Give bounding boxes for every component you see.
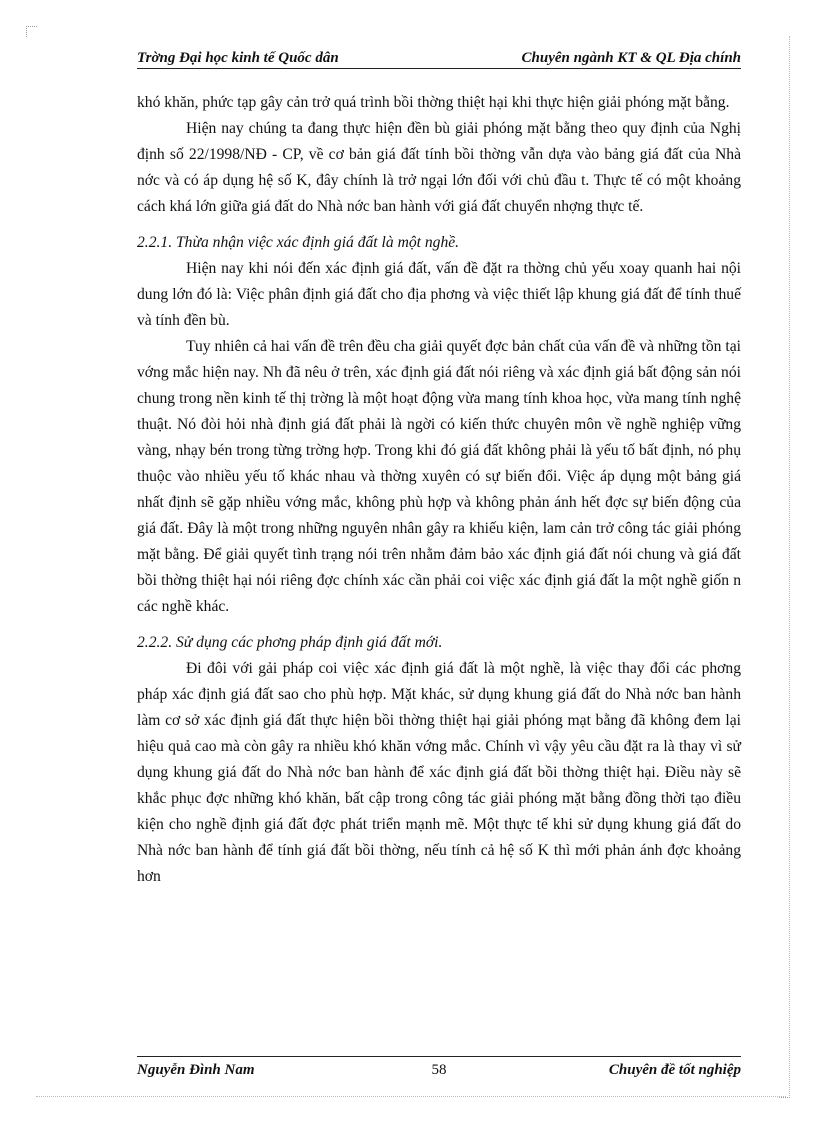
paragraph: Hiện nay khi nói đến xác định giá đất, vấn đề đặt ra thờng chủ yếu xoay quanh hai nội dung lớn đó là: Việc phân định giá đất cho địa phơng và việc thiết lập khung giá đất để tính thuế và tính đền bù. — [137, 260, 741, 329]
crop-mark — [26, 26, 37, 37]
page-border — [36, 1096, 786, 1097]
header-major: Chuyên ngành KT & QL Địa chính — [521, 50, 741, 66]
document-body — [137, 90, 741, 890]
page-footer — [137, 1056, 741, 1083]
paragraph: Hiện nay chúng ta đang thực hiện đền bù giải phóng mặt bằng theo quy định của Nghị định số 22/1998/NĐ - CP, về cơ bản giá đất tính bồi thờng vẫn dựa vào bảng giá đất của Nhà nớc và có áp dụng hệ số K, đây chính là trở ngại lớn đối với chủ đầu t. Thực tế có một khoảng cách khá lớn giữa giá đất do Nhà nớc ban hành với giá đất chuyển nhợng thực tế. — [137, 120, 741, 215]
section-heading: 2.2.2. Sử dụng các phơng pháp định giá đất mới. — [137, 634, 443, 651]
footer-label: Chuyên đề tốt nghiệp — [608, 1062, 741, 1078]
page-border — [789, 36, 790, 1096]
paragraph: Tuy nhiên cả hai vấn đề trên đều cha giải quyết đợc bản chất của vấn đề và những tồn tại vớng mắc hiện nay. Nh đã nêu ở trên, xác định giá đất nói riêng và xác định giá bất động sản nói chung trong nền kinh tế thị trờng là một hoạt động vừa mang tính khoa học, vừa mang tính nghệ thuật. Nó đòi hỏi nhà định giá đất phải là ngời có kiến thức chuyên môn về nghề nghiệp vững vàng, nhạy bén trong từng trờng hợp. Trong khi đó giá đất không phải là yếu tố bất định, nó phụ thuộc vào nhiều yếu tố khác nhau và thờng xuyên có sự biến đổi. Việc áp dụng một bảng giá nhất định sẽ gặp nhiều vớng mắc, không phù hợp và không phản ánh hết đợc sự biến động của giá đất. Đây là một trong những nguyên nhân gây ra khiếu kiện, lam cản trở công tác giải phóng mặt bằng. Để giải quyết tình trạng nói trên nhằm đảm bảo xác định giá đất nói chung và giá đất bồi thờng thiệt hại nói riêng đợc chính xác cần phải coi việc xác định giá đất la một nghề giốn n các nghề khác. — [137, 338, 741, 615]
page-number: 58 — [431, 1062, 447, 1078]
paragraph: Đi đôi với gải pháp coi việc xác định giá đất là một nghề, là việc thay đổi các phơng pháp xác định giá đất sao cho phù hợp. Mặt khác, sử dụng khung giá đất do Nhà nớc ban hành làm cơ sở xác định giá đất thực hiện bồi thờng thiệt hại giải phóng mạt bằng đã không đem lại hiệu quả cao mà còn gây ra nhiều khó khăn vớng mắc. Chính vì vậy yêu cầu đặt ra là thay vì sử dụng khung giá đất do Nhà nớc ban hành để xác định giá đất bồi thờng thiệt hại. Điều này sẽ khắc phục đợc những khó khăn, bất cập trong công tác giải phóng mặt bằng đồng thời tạo điều kiện cho nghề định giá đất đợc phát triển mạnh mẽ. Một thực tế khi sử dụng khung giá đất do Nhà nớc ban hành để tính giá đất bồi thờng, nếu tính cả hệ số K thì mới phản ánh đợc khoảng hơn — [137, 660, 741, 885]
section-heading: 2.2.1. Thừa nhận việc xác định giá đất là một nghề. — [137, 234, 460, 251]
page-header — [137, 46, 741, 69]
paragraph: khó khăn, phức tạp gây cản trở quá trình bồi thờng thiệt hại khi thực hiện giải phóng mặt bằng. — [137, 94, 730, 111]
footer-author: Nguyễn Đình Nam — [137, 1062, 255, 1078]
header-university: Trờng Đại học kinh tế Quốc dân — [137, 50, 339, 66]
